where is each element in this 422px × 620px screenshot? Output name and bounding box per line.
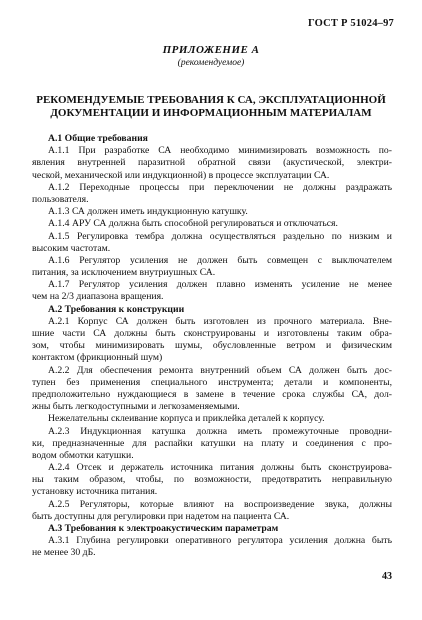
- text-line: ны таким образом, чтобы, по возможности, предотвратить неправильную: [32, 474, 392, 486]
- section-heading: А.3 Требования к электроакустическим параметрам: [48, 523, 279, 534]
- text-line: тупен без применения специального инструмента; детали и компоненты,: [32, 376, 392, 388]
- text-line: предположительно нуждающиеся в замене в течение срока службы СА, дол-: [32, 388, 392, 400]
- section-title-line: ДОКУМЕНТАЦИИ И ИНФОРМАЦИОННЫМ МАТЕРИАЛАМ: [50, 107, 372, 119]
- text-line: Нежелательны склеивание корпуса и приклейка деталей к корпусу.: [48, 413, 325, 425]
- text-line: ки, предназначенные для распайки катушки на плату и соединения с про-: [32, 437, 392, 449]
- document-body: [32, 133, 392, 560]
- text-line: А.2.3 Индукционная катушка должна иметь промежуточные проводни-: [48, 425, 392, 437]
- text-line: быть доступны для регулировки при надетом на пациента СА.: [32, 510, 290, 522]
- text-line: А.2.5 Регуляторы, которые влияют на воспроизведение звука, должны: [48, 498, 392, 510]
- section-title-line: РЕКОМЕНДУЕМЫЕ ТРЕБОВАНИЯ К СА, ЭКСПЛУАТАЦИОННОЙ: [36, 94, 386, 106]
- text-line: ческой, механической или индукционной) в процессе эксплуатации СА.: [32, 169, 330, 181]
- text-line: явления внутренней паразитной обратной связи (акустической, электри-: [32, 157, 392, 169]
- section-heading: А.1 Общие требования: [48, 133, 148, 144]
- page-number: 43: [382, 571, 392, 582]
- text-line: А.1.4 АРУ СА должна быть способной регулироваться и отключаться.: [48, 218, 338, 230]
- appendix-title: ПРИЛОЖЕНИЕ А: [162, 44, 260, 56]
- text-line: А.1.5 Регулировка тембра должна осуществляться раздельно по низким и: [48, 230, 392, 242]
- text-line: установку источника питания.: [32, 486, 158, 498]
- text-line: шние части СА должны быть сконструированы и изготовлены таким обра-: [32, 328, 392, 339]
- text-line: водом обмотки катушки.: [32, 449, 134, 461]
- text-line: питания, за исключением внутриушных СА.: [32, 267, 216, 279]
- text-line: А.2.2 Для обеспечения ремонта внутренний объем СА должен быть дос-: [48, 364, 392, 376]
- text-line: А.2.4 Отсек и держатель источника питания должны быть сконструирова-: [48, 462, 392, 474]
- text-line: зом, чтобы минимизировать шумы, обусловленные ветром и физическим: [32, 340, 392, 352]
- appendix-subtitle: (рекомендуемое): [177, 58, 245, 68]
- text-line: А.3.1 Глубина регулировки оперативного регулятора усиления должна быть: [48, 535, 392, 547]
- text-line: контактом (фрикционный шум): [32, 352, 163, 364]
- section-heading: А.2 Требования к конструкции: [48, 303, 185, 315]
- text-line: А.1.3 СА должен иметь индукционную катушку.: [48, 206, 248, 218]
- text-line: высоким частотам.: [32, 242, 111, 254]
- text-line: А.1.1 При разработке СА необходимо минимизировать возможность по-: [48, 145, 392, 157]
- text-line: А.2.1 Корпус СА должен быть изготовлен из прочного материала. Вне-: [48, 315, 392, 327]
- text-line: А.1.6 Регулятор усиления не должен быть совмещен с выключателем: [48, 254, 392, 266]
- text-line: чем на 2/3 диапазона вращения.: [32, 291, 164, 303]
- section-title: [24, 94, 398, 120]
- document-code: ГОСТ Р 51024–97: [308, 18, 394, 29]
- text-line: пользователя.: [32, 193, 89, 205]
- text-line: А.1.7 Регулятор усиления должен плавно изменять усиление не менее: [48, 279, 392, 291]
- text-line: А.1.2 Переходные процессы при переключении не должны раздражать: [48, 181, 392, 193]
- text-line: не менее 30 дБ.: [32, 547, 96, 559]
- text-line: жны быть легкодоступными и легкозаменяемыми.: [32, 401, 240, 413]
